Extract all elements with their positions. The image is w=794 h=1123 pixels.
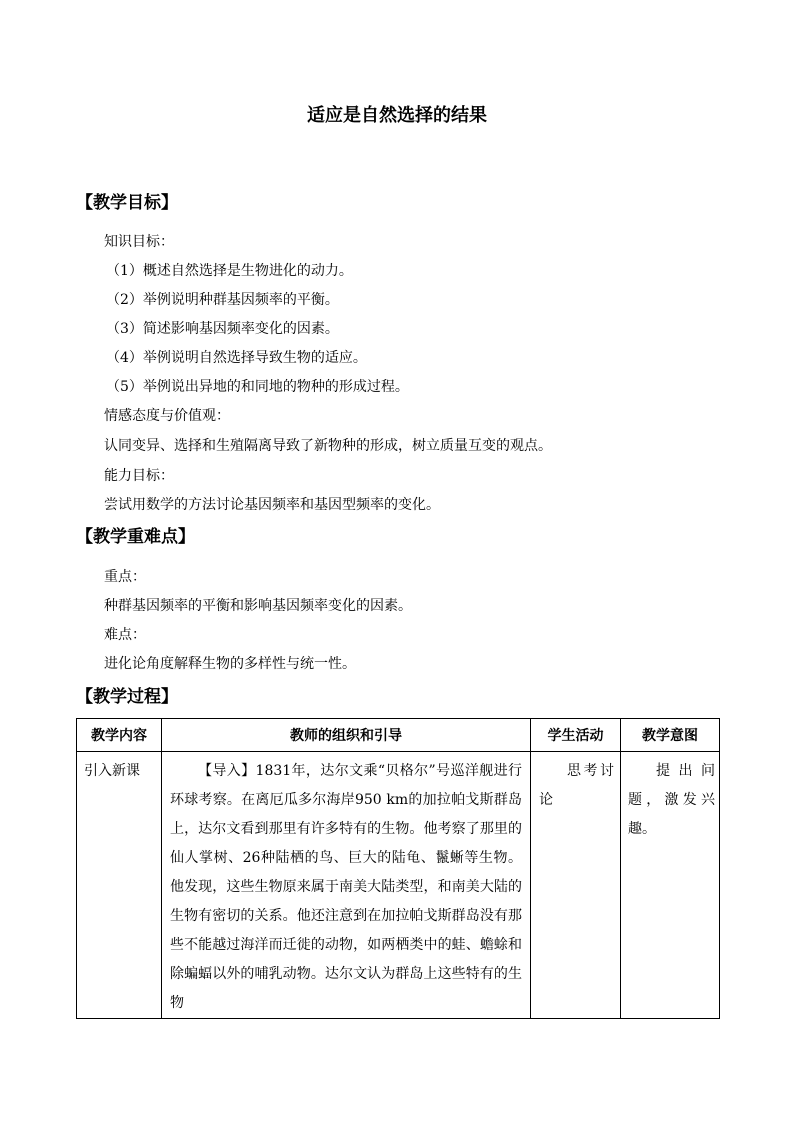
process-table <box>76 718 720 1019</box>
focus-label: 重点： <box>104 569 146 585</box>
process-heading: 【教学过程】 <box>76 687 178 707</box>
column-header-student: 学生活动 <box>531 719 621 752</box>
page-title: 适应是自然选择的结果 <box>307 105 487 126</box>
difficulty-label: 难点： <box>104 627 146 643</box>
key-points-heading: 【教学重难点】 <box>76 527 195 547</box>
focus-text: 种群基因频率的平衡和影响基因频率变化的因素。 <box>104 598 412 614</box>
cell-teacher <box>162 752 531 1019</box>
cell-intent <box>621 752 720 1019</box>
knowledge-label: 知识目标： <box>104 234 174 250</box>
cell-student-text: 思考讨论 <box>539 763 614 808</box>
ability-text: 尝试用数学的方法讨论基因频率和基因型频率的变化。 <box>104 497 440 513</box>
cell-content <box>77 752 162 1019</box>
emotion-label: 情感态度与价值观： <box>104 408 230 424</box>
objective-item-5: （5）举例说出异地的和同地的物种的形成过程。 <box>106 379 409 395</box>
table-row <box>77 752 720 1019</box>
column-header-teacher: 教师的组织和引导 <box>162 719 531 752</box>
difficulty-text: 进化论角度解释生物的多样性与统一性。 <box>104 656 356 672</box>
cell-student <box>531 752 621 1019</box>
objective-item-1: （1）概述自然选择是生物进化的动力。 <box>106 263 353 279</box>
cell-teacher-text: 【导入】1831年，达尔文乘“贝格尔”号巡洋舰进行环球考察。在离厄瓜多尔海岸950 km的加拉帕戈斯群岛上，达尔文看到那里有许多特有的生物。他考察了那里的仙人掌树、26种陆栖的鸟、巨大的陆龟、鬣蜥等生物。他发现，这些生物原来属于南美大陆类型，和南美大陆的生物有密切的关系。他还注意到在加拉帕戈斯群岛没有那些不能越过海洋而迁徙的动物，如两栖类中的蛙、蟾蜍和除蝙蝠以外的哺乳动物。达尔文认为群岛上这些特有的生物 <box>170 763 522 1011</box>
cell-content-text: 引入新课 <box>84 763 140 779</box>
cell-intent-text: 提出问题，激发兴趣。 <box>628 763 715 837</box>
emotion-text: 认同变异、选择和生殖隔离导致了新物种的形成，树立质量互变的观点。 <box>104 438 552 454</box>
objective-item-3: （3）简述影响基因频率变化的因素。 <box>106 321 339 337</box>
column-header-content: 教学内容 <box>77 719 162 752</box>
objectives-heading: 【教学目标】 <box>76 193 178 213</box>
objective-item-4: （4）举例说明自然选择导致生物的适应。 <box>106 350 367 366</box>
ability-label: 能力目标： <box>104 468 174 484</box>
table-header-row <box>77 719 720 752</box>
column-header-intent: 教学意图 <box>621 719 720 752</box>
objective-item-2: （2）举例说明种群基因频率的平衡。 <box>106 292 339 308</box>
